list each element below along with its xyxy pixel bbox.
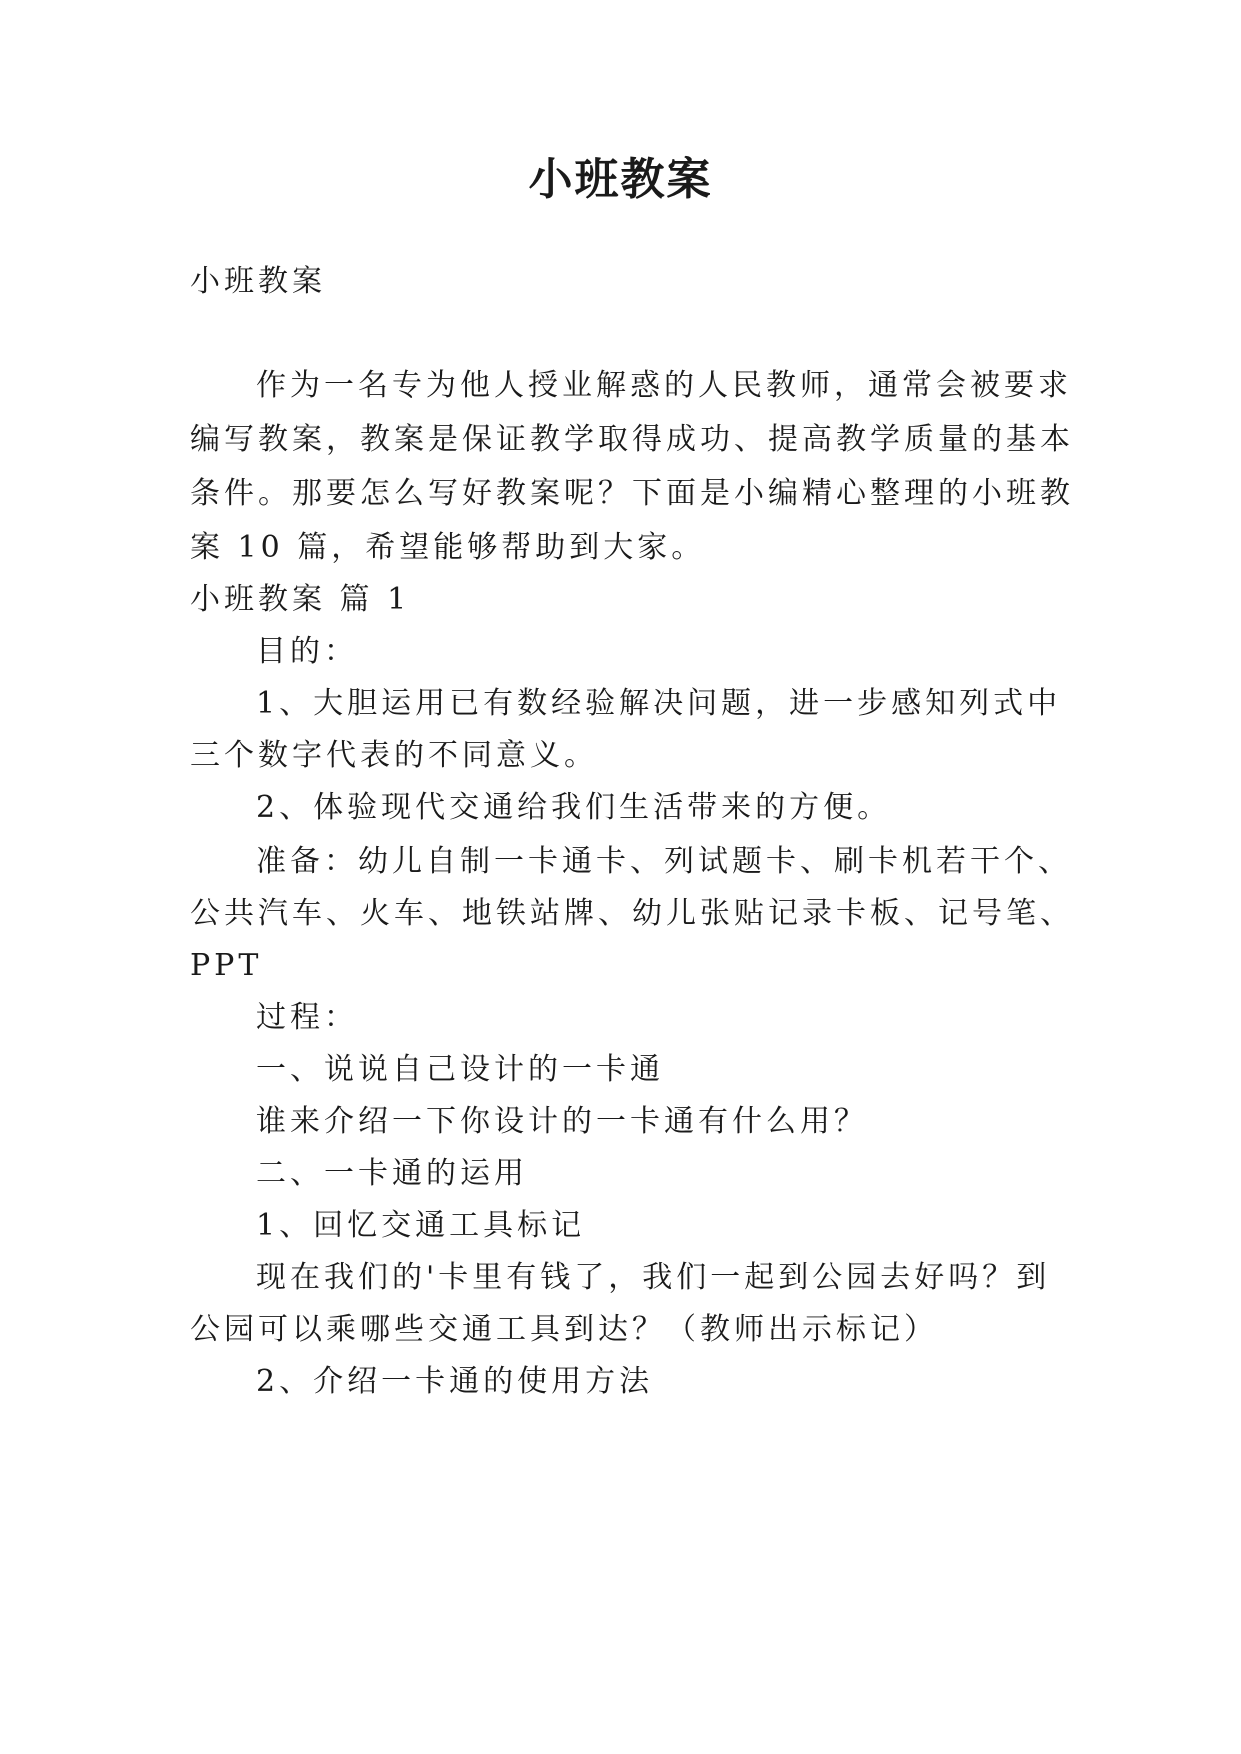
purpose-item-2: 2、体验现代交通给我们生活带来的方便。 (256, 790, 892, 825)
purpose-item-1-continued: 三个数字代表的不同意义。 (190, 738, 598, 773)
document-title: 小班教案 (528, 154, 713, 205)
step-1-heading: 一、说说自己设计的一卡通 (256, 1052, 664, 1087)
preparation-line: PPT (190, 948, 263, 983)
process-label: 过程： (256, 1000, 358, 1035)
step-2-sub-1-text: 公园可以乘哪些交通工具到达？（教师出示标记） (190, 1312, 938, 1347)
step-2-sub-1: 1、回忆交通工具标记 (256, 1208, 586, 1243)
step-2-sub-2: 2、介绍一卡通的使用方法 (256, 1364, 654, 1399)
intro-line: 案 10 篇，希望能够帮助到大家。 (190, 530, 706, 565)
preparation-line: 准备：幼儿自制一卡通卡、列试题卡、刷卡机若干个、 (256, 844, 1072, 879)
intro-line: 条件。那要怎么写好教案呢？下面是小编精心整理的小班教 (190, 476, 1074, 511)
intro-line: 编写教案，教案是保证教学取得成功、提高教学质量的基本 (190, 422, 1074, 457)
step-2-sub-1-text: 现在我们的'卡里有钱了，我们一起到公园去好吗？到 (256, 1260, 1051, 1295)
intro-line: 作为一名专为他人授业解惑的人民教师，通常会被要求 (256, 368, 1072, 403)
step-2-heading: 二、一卡通的运用 (256, 1156, 528, 1191)
section-heading: 小班教案 篇 1 (190, 582, 411, 617)
document-subtitle: 小班教案 (190, 264, 326, 299)
preparation-line: 公共汽车、火车、地铁站牌、幼儿张贴记录卡板、记号笔、 (190, 896, 1074, 931)
purpose-label: 目的： (256, 634, 358, 669)
step-1-question: 谁来介绍一下你设计的一卡通有什么用？ (256, 1104, 868, 1139)
purpose-item-1: 1、大胆运用已有数经验解决问题，进一步感知列式中 (256, 686, 1062, 721)
